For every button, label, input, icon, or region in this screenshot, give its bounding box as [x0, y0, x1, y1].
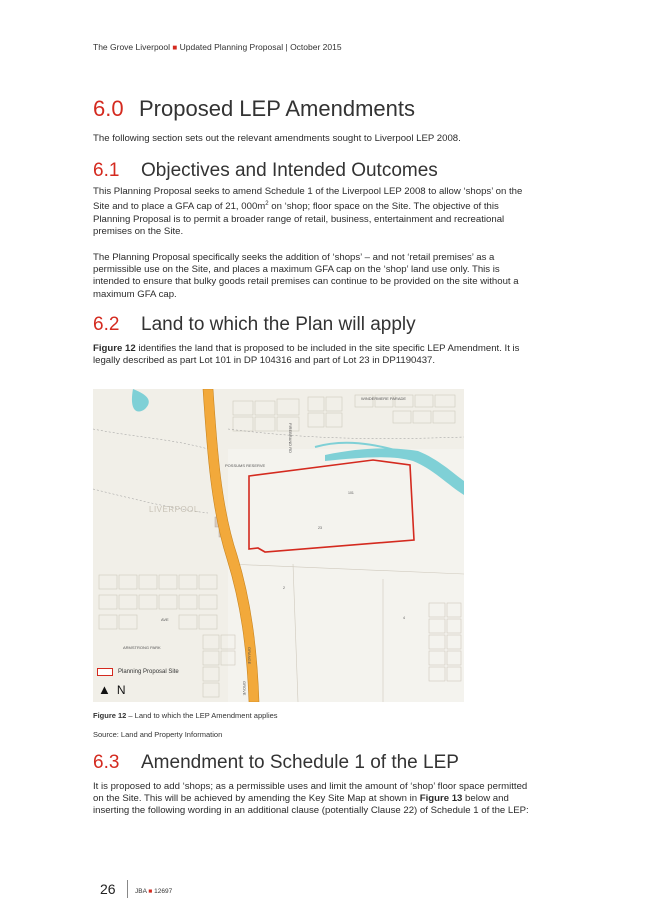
footer-reference — [135, 888, 172, 895]
land-paragraph — [93, 343, 533, 367]
section-6-0-heading — [93, 96, 415, 122]
section-6-2-heading — [93, 314, 416, 336]
section-title: Amendment to Schedule 1 of the LEP — [141, 752, 459, 773]
reserve-label: POSSUMS RESERVE — [225, 463, 266, 468]
parade-label: WINDERMERE PARADE — [361, 396, 407, 401]
section-6-3-heading — [93, 752, 459, 774]
orange-label: ORANGE — [247, 647, 252, 665]
lot-number-c: 2 — [283, 586, 285, 590]
section-title: Proposed LEP Amendments — [139, 96, 415, 121]
footer-ref-number: 12697 — [154, 888, 173, 895]
section-number: 6.0 — [93, 96, 124, 121]
lot-number-b: 23 — [318, 526, 322, 530]
section-title: Objectives and Intended Outcomes — [141, 160, 438, 181]
lot-number-d: 4 — [403, 616, 405, 620]
amendment-text-part-2: below and inserting the following wording in an additional clause (potentially Clause 22) of Schedule 1 of the LEP: — [93, 793, 529, 817]
road-label: FIREBRAND RD — [288, 423, 293, 454]
lot-number-a: 101 — [348, 491, 354, 495]
section-number: 6.2 — [93, 314, 120, 335]
header-document: Updated Planning Proposal — [179, 42, 284, 52]
footer-divider — [127, 880, 128, 898]
amendment-text-part-1: It is proposed to add ‘shops; as a permissible uses and limit the amount of ‘shop’ floor space permitted on the Site. This will be achieved by amending the Key Site Map at shown in — [93, 781, 528, 805]
objectives-text-part-2: on ‘shop; floor space on the Site. The objective of this Planning Proposal is to permit a broader range of retail, business, entertainment and recreational premises on the Site. — [93, 201, 505, 237]
north-label: N — [116, 682, 126, 697]
running-header — [93, 42, 342, 52]
objectives-text-part-1: This Planning Proposal seeks to amend Schedule 1 of the Liverpool LEP 2008 to allow ‘shops’ on the Site and to place a GFA cap of 21, 000m — [93, 186, 523, 213]
grove-label: GROVE — [242, 681, 247, 696]
separator-dot-icon: ■ — [172, 43, 178, 52]
section-6-0-text: The following section sets out the relevant amendments sought to Liverpool LEP 2008. — [93, 133, 461, 144]
footer-firm: JBA — [135, 888, 147, 895]
header-divider: | — [285, 42, 291, 52]
figure-label: Figure 12 — [93, 711, 127, 720]
liverpool-label: LIVERPOOL — [149, 505, 199, 514]
north-indicator — [98, 682, 126, 697]
north-arrow-icon: ▲ — [98, 682, 111, 697]
park-label: ARMSTRONG PARK — [123, 645, 161, 650]
avenue-label: AVE — [161, 617, 169, 622]
figure-12-reference: Figure 12 — [93, 343, 136, 354]
section-title: Land to which the Plan will apply — [141, 314, 416, 335]
header-project: The Grove Liverpool — [93, 42, 171, 52]
section-number: 6.3 — [93, 752, 120, 773]
separator-dot-icon: ■ — [148, 888, 153, 895]
objectives-paragraph — [93, 186, 533, 238]
site-map-graphic — [93, 389, 464, 702]
land-text: identifies the land that is proposed to be included in the site specific LEP Amendment. It is legally described as part Lot 101 in DP 104316 and part of Lot 23 in DP1190437. — [93, 343, 520, 367]
superscript-2: 2 — [265, 201, 269, 208]
header-date: October 2015 — [290, 42, 342, 52]
section-number: 6.1 — [93, 160, 120, 181]
figure-13-reference: Figure 13 — [419, 793, 463, 805]
shops-paragraph: The Planning Proposal specifically seeks the addition of ‘shops’ – and not ‘retail premises’ as a permissible use on the Site, and places a maximum GFA cap on the ‘shop’ land use only. This is intended to ensure that bulky goods retail premises can continue to be provided on the site without a maximum GFA cap. — [93, 252, 519, 300]
map-legend — [97, 668, 179, 676]
page-number: 26 — [100, 881, 116, 897]
amendment-paragraph — [93, 781, 533, 818]
site-map — [93, 389, 464, 702]
figure-caption-text: – Land to which the LEP Amendment applies — [126, 711, 278, 720]
section-6-1-heading — [93, 160, 438, 182]
figure-source: Source: Land and Property Information — [93, 730, 223, 739]
legend-label: Planning Proposal Site — [118, 669, 179, 675]
figure-caption — [93, 711, 278, 720]
site-boundary-swatch — [97, 668, 113, 676]
